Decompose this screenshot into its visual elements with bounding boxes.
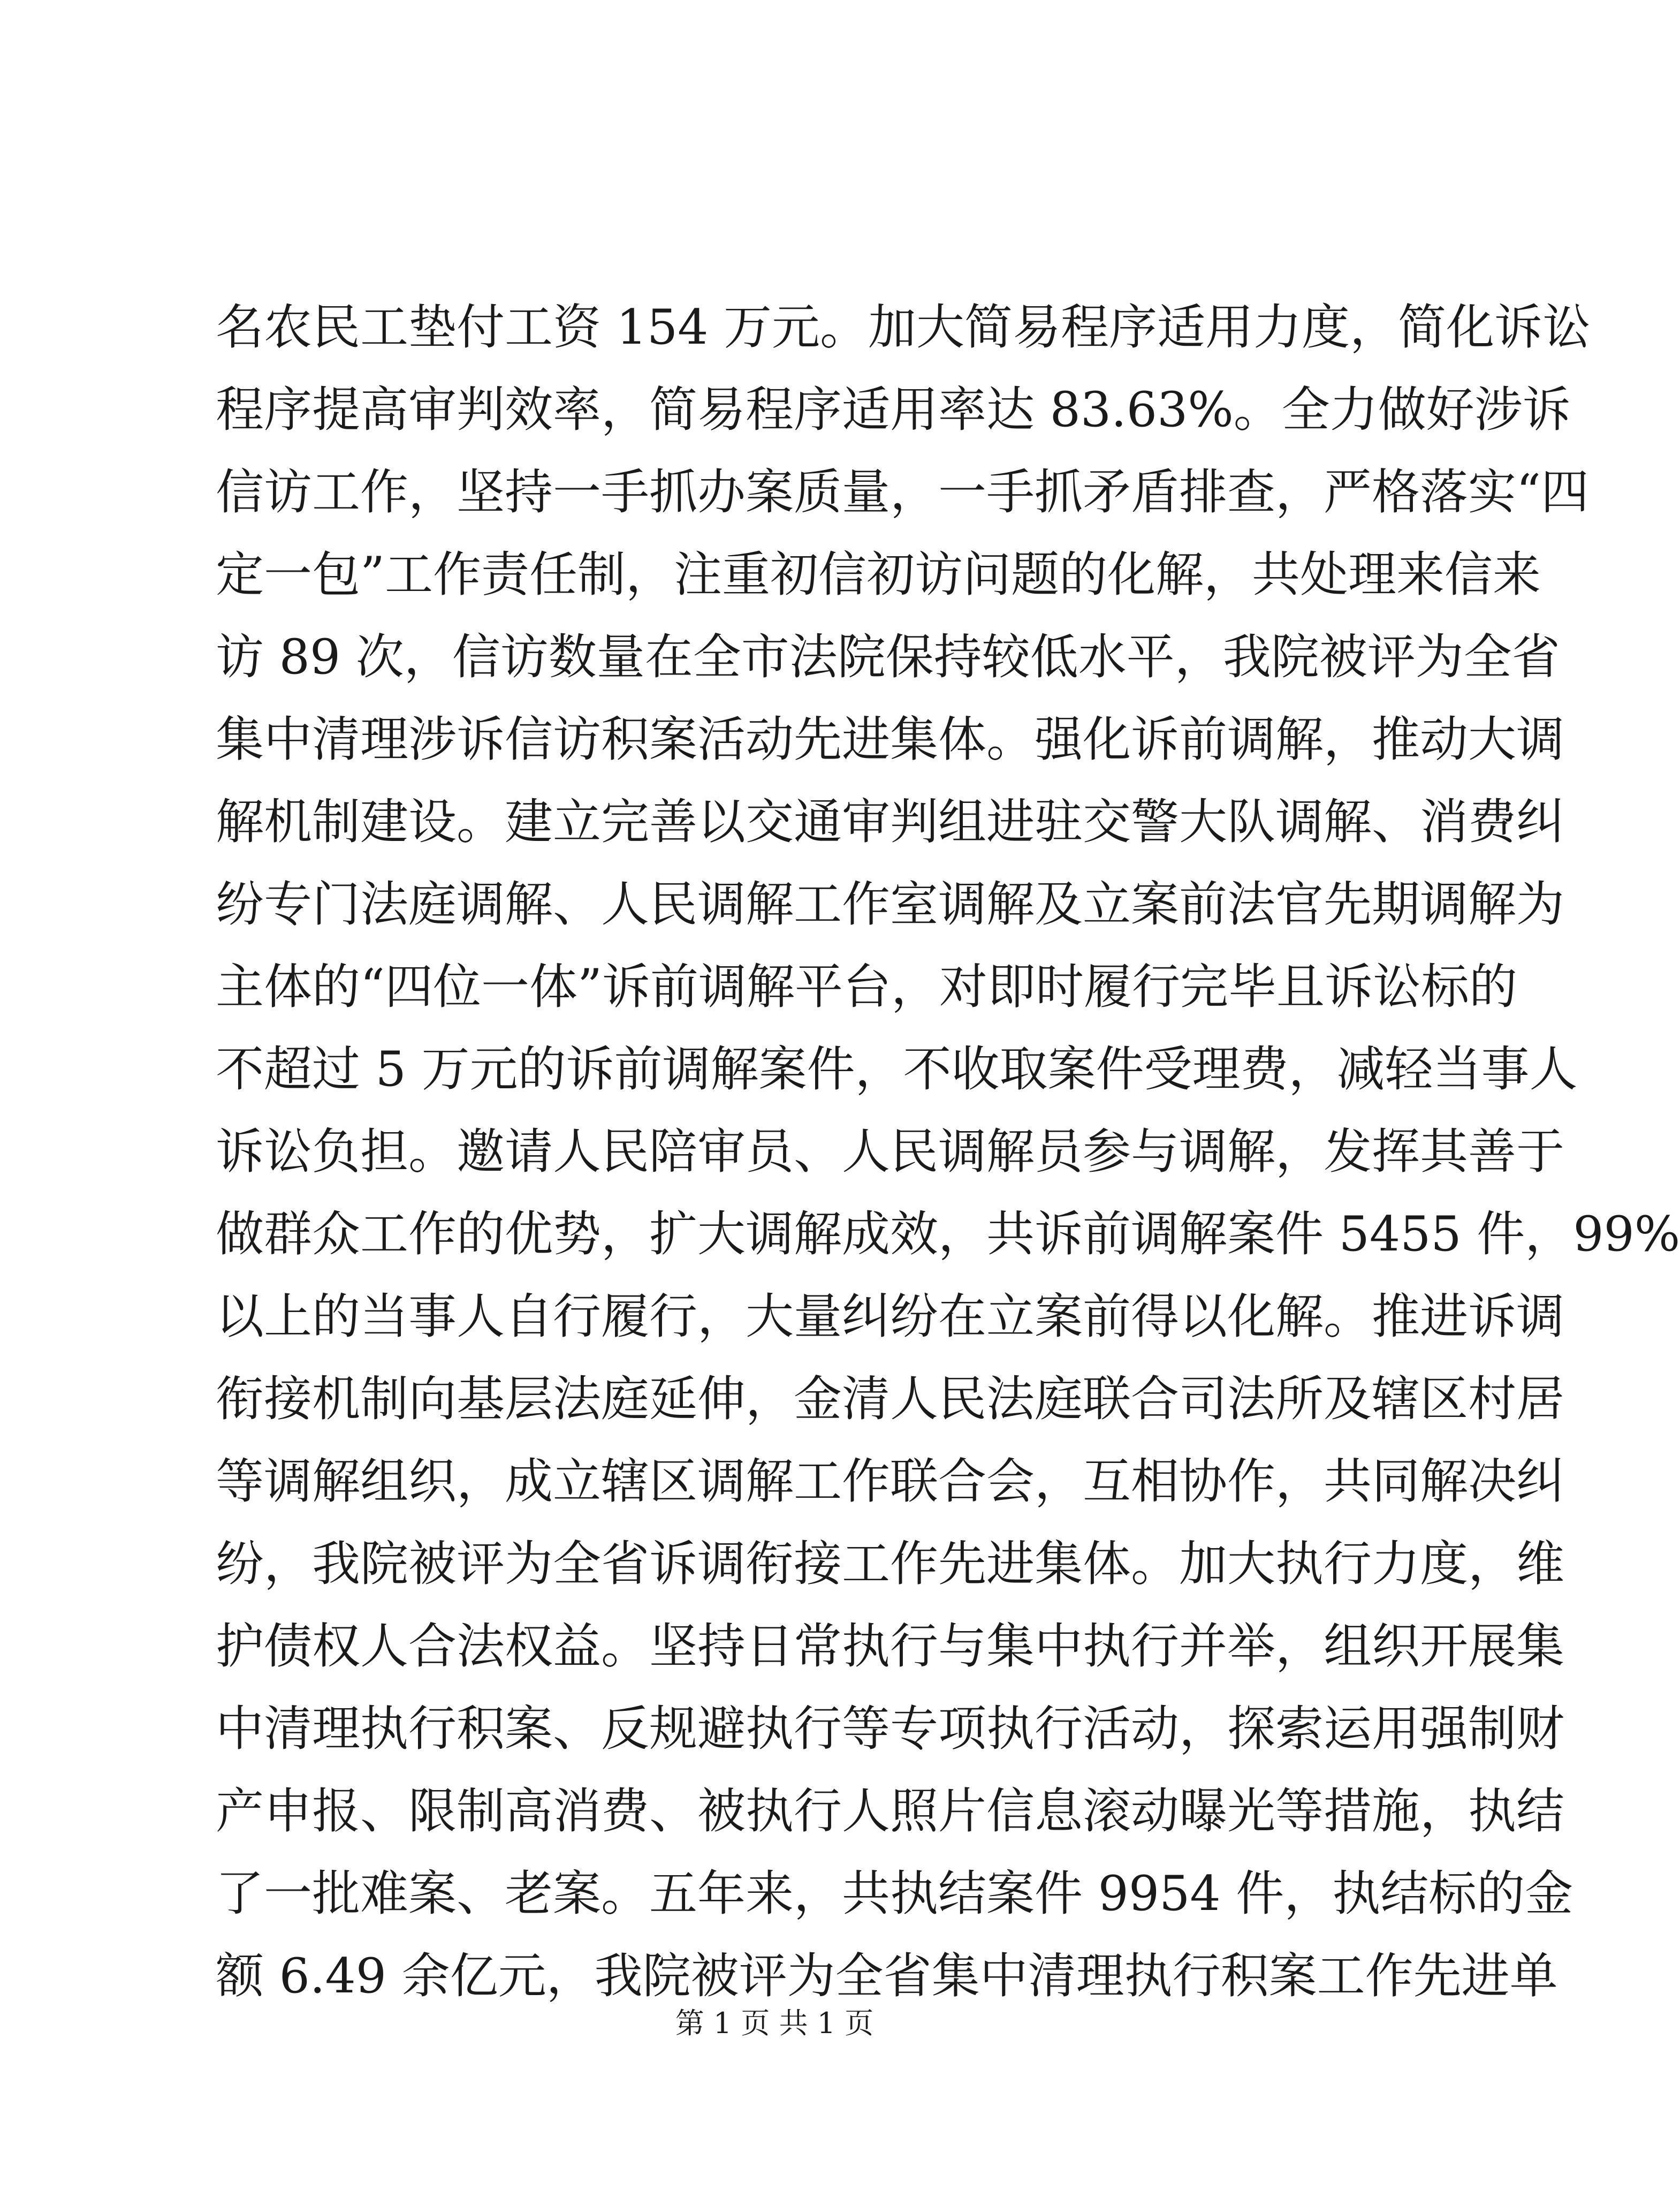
text-line: 定一包”工作责任制，注重初信初访问题的化解，共处理来信来 [216, 547, 1541, 603]
body-paragraph [216, 286, 1680, 2018]
text-line: 信访工作，坚持一手抓办案质量，一手抓矛盾排查，严格落实“四 [216, 464, 1590, 520]
page-footer: 第 1 页 共 1 页 [675, 2006, 874, 2040]
text-line: 程序提高审判效率，简易程序适用率达 83.63%。全力做好涉诉 [216, 382, 1571, 438]
text-line: 护债权人合法权益。坚持日常执行与集中执行并举，组织开展集 [216, 1618, 1564, 1674]
text-line: 衔接机制向基层法庭延伸，金清人民法庭联合司法所及辖区村居 [216, 1371, 1564, 1427]
text-line: 名农民工垫付工资 154 万元。加大简易程序适用力度，简化诉讼 [216, 299, 1591, 355]
text-line: 主体的“四位一体”诉前调解平台，对即时履行完毕且诉讼标的 [216, 959, 1518, 1015]
text-line: 做群众工作的优势，扩大调解成效，共诉前调解案件 5455 件，99% [216, 1206, 1680, 1262]
text-line: 等调解组织，成立辖区调解工作联合会，互相协作，共同解决纠 [216, 1453, 1564, 1510]
text-line: 诉讼负担。邀请人民陪审员、人民调解员参与调解，发挥其善于 [216, 1124, 1564, 1180]
text-line: 以上的当事人自行履行，大量纠纷在立案前得以化解。推进诉调 [216, 1288, 1564, 1345]
text-line: 纷，我院被评为全省诉调衔接工作先进集体。加大执行力度，维 [216, 1536, 1564, 1592]
text-line: 了一批难案、老案。五年来，共执结案件 9954 件，执结标的金 [216, 1866, 1573, 1922]
text-line: 纷专门法庭调解、人民调解工作室调解及立案前法官先期调解为 [216, 876, 1564, 932]
text-line: 不超过 5 万元的诉前调解案件，不收取案件受理费，减轻当事人 [216, 1041, 1578, 1097]
text-line: 解机制建设。建立完善以交通审判组进驻交警大队调解、消费纠 [216, 794, 1564, 850]
text-line: 额 6.49 余亿元，我院被评为全省集中清理执行积案工作先进单 [216, 1948, 1558, 2004]
text-line: 集中清理涉诉信访积案活动先进集体。强化诉前调解，推动大调 [216, 711, 1564, 768]
text-line: 访 89 次，信访数量在全市法院保持较低水平，我院被评为全省 [216, 629, 1560, 685]
text-line: 中清理执行积案、反规避执行等专项执行活动，探索运用强制财 [216, 1701, 1564, 1757]
text-line: 产申报、限制高消费、被执行人照片信息滚动曝光等措施，执结 [216, 1783, 1564, 1839]
